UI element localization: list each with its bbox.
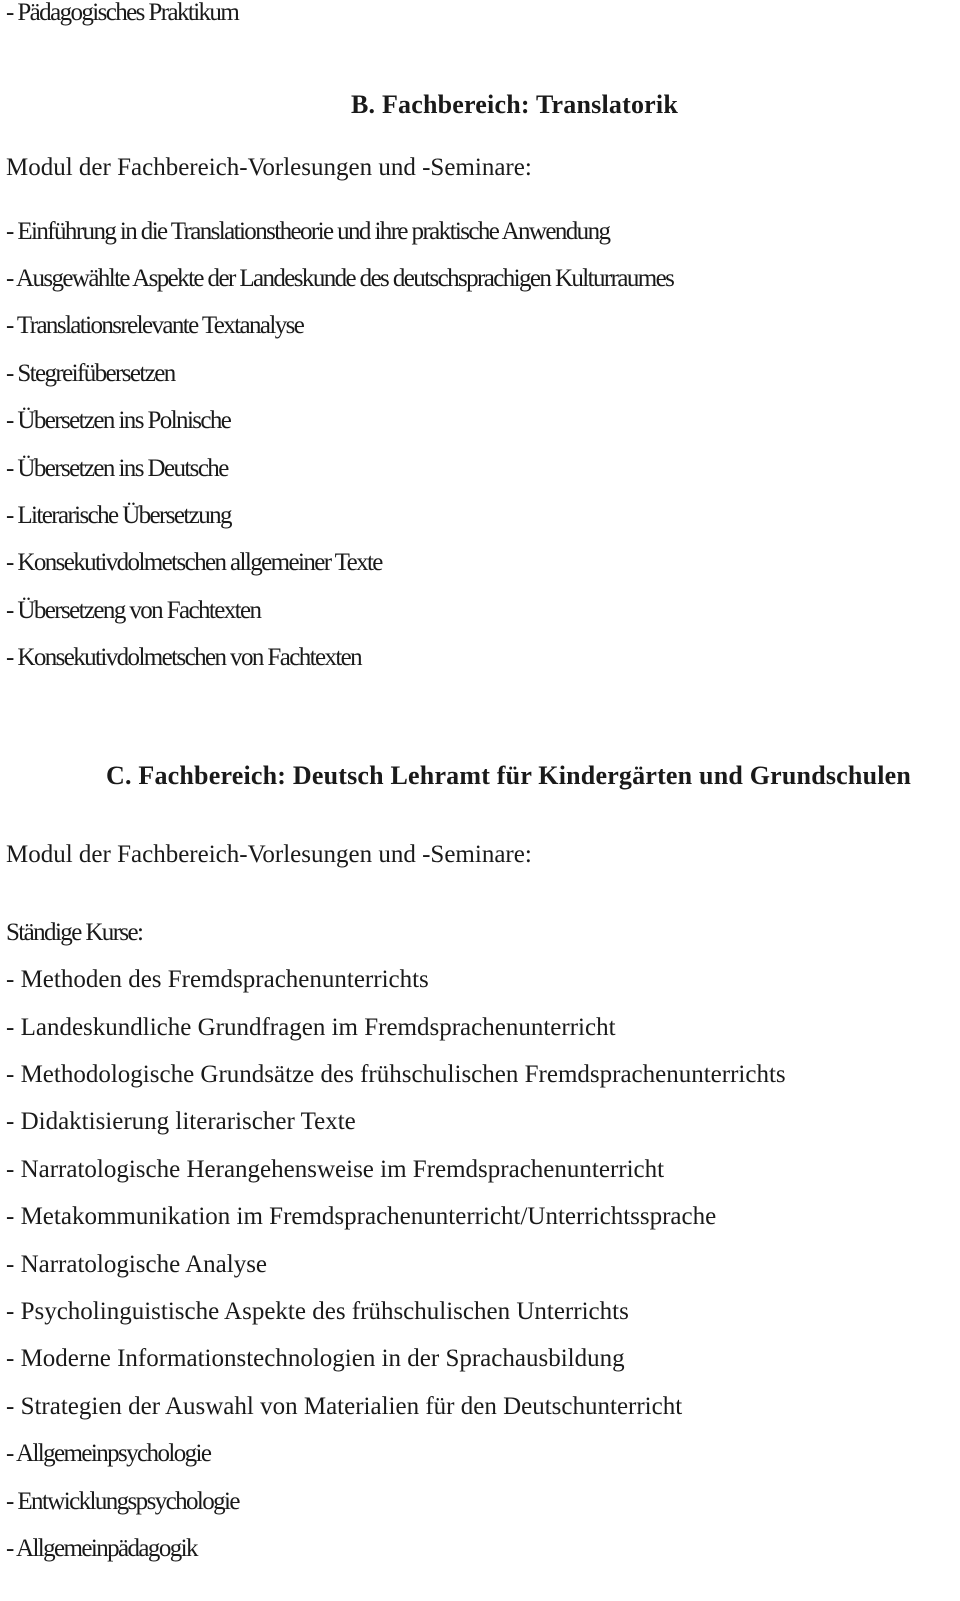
module-label: Modul der Fachbereich-Vorlesungen und -Seminare: xyxy=(6,841,532,868)
list-item: - Übersetzen ins Polnische xyxy=(6,407,231,434)
list-item: - Allgemeinpsychologie xyxy=(6,1440,211,1467)
list-item: - Übersetzeng von Fachtexten xyxy=(6,597,261,624)
list-item: - Übersetzen ins Deutsche xyxy=(6,455,228,482)
list-item: - Strategien der Auswahl von Materialien für den Deutschunterricht xyxy=(6,1393,683,1420)
list-item: - Psycholinguistische Aspekte des frühschulischen Unterrichts xyxy=(6,1298,629,1325)
section-heading-lehramt: C. Fachbereich: Deutsch Lehramt für Kindergärten und Grundschulen xyxy=(106,761,912,790)
list-item: - Literarische Übersetzung xyxy=(6,502,231,529)
section-heading-translatorik: B. Fachbereich: Translatorik xyxy=(351,90,678,119)
list-item: - Stegreifübersetzen xyxy=(6,360,175,387)
list-item: - Ausgewählte Aspekte der Landeskunde des deutschsprachigen Kulturraumes xyxy=(6,265,674,292)
list-item: - Narratologische Analyse xyxy=(6,1251,268,1278)
list-item: - Einführung in die Translationstheorie und ihre praktische Anwendung xyxy=(6,218,610,245)
list-item: - Moderne Informationstechnologien in der Sprachausbildung xyxy=(6,1345,625,1372)
list-item: - Translationsrelevante Textanalyse xyxy=(6,312,304,339)
list-item: - Methoden des Fremdsprachenunterrichts xyxy=(6,966,429,993)
list-item: - Entwicklungspsychologie xyxy=(6,1488,239,1515)
list-item: - Konsekutivdolmetschen von Fachtexten xyxy=(6,644,362,671)
list-item: - Allgemeinpädagogik xyxy=(6,1535,197,1562)
module-label: Modul der Fachbereich-Vorlesungen und -Seminare: xyxy=(6,154,532,181)
list-item: - Landeskundliche Grundfragen im Fremdsprachenunterricht xyxy=(6,1014,616,1041)
list-item: - Methodologische Grundsätze des frühschulischen Fremdsprachenunterrichts xyxy=(6,1061,786,1088)
list-item: - Narratologische Herangehensweise im Fremdsprachenunterricht xyxy=(6,1156,665,1183)
list-item: - Didaktisierung literarischer Texte xyxy=(6,1108,356,1135)
list-item: - Konsekutivdolmetschen allgemeiner Texte xyxy=(6,549,382,576)
list-item: - Metakommunikation im Fremdsprachenunterricht/Unterrichtssprache xyxy=(6,1203,717,1230)
list-item: - Pädagogisches Praktikum xyxy=(6,0,239,26)
sublabel-staendige-kurse: Ständige Kurse: xyxy=(6,919,143,946)
